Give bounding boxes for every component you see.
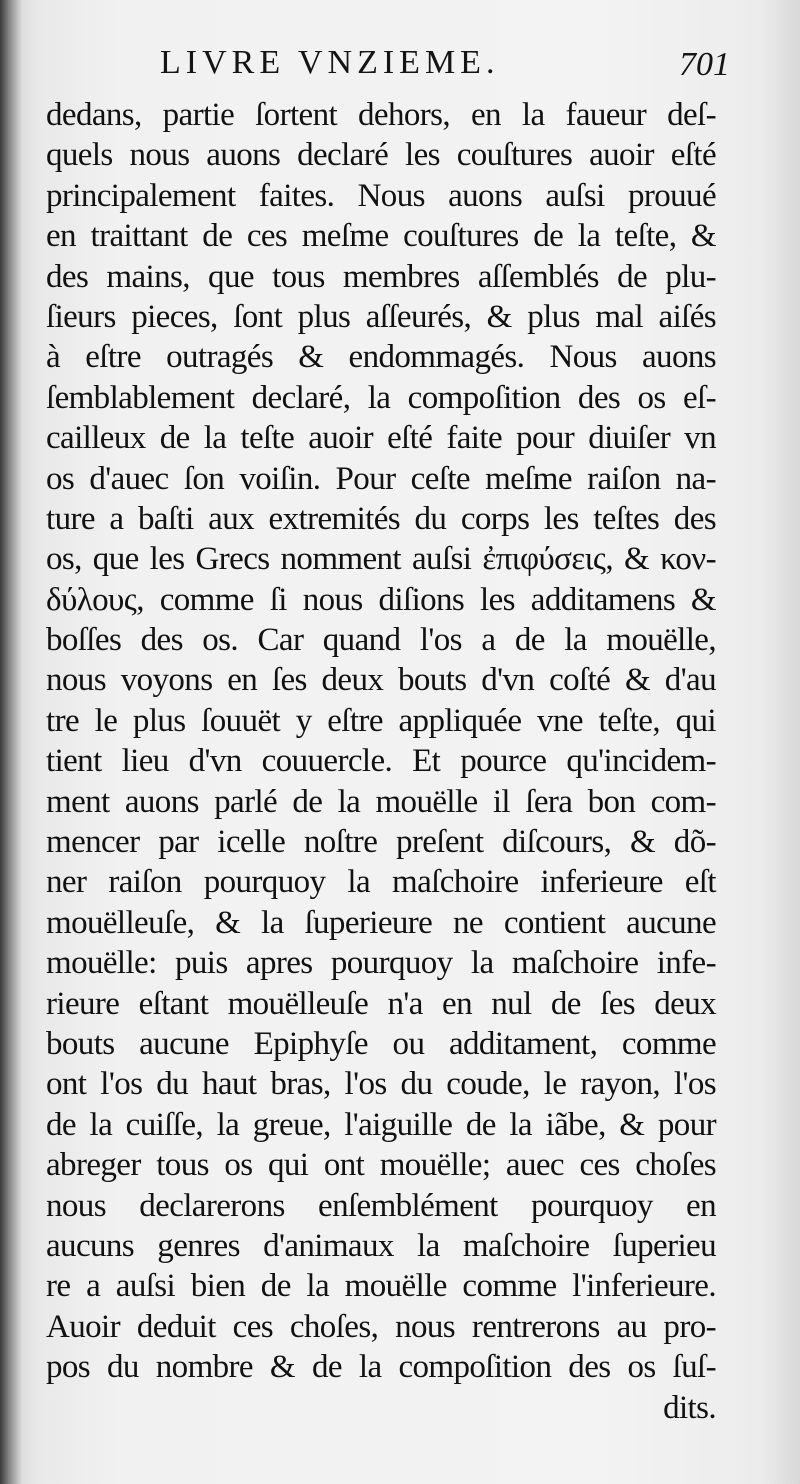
text-line: boſſes des os. Car quand l'os a de la mouëlle, [46, 622, 716, 659]
text-line: pos du nombre & de la compoſition des os ſuſ- [46, 1349, 716, 1386]
text-line: ſieurs pieces, ſont plus aſſeurés, & plus mal aiſés [46, 298, 716, 335]
text-line: aucuns genres d'animaux la maſchoire ſuperieu [46, 1227, 716, 1264]
page-gutter-shadow [0, 0, 22, 1484]
text-line: tre le plus ſouuët y eſtre appliquée vne teſte, qui [46, 702, 716, 739]
text-line: mouëlle: puis apres pourquoy la maſchoire infe- [46, 945, 716, 982]
text-line: des mains, que tous membres aſſemblés de plu- [46, 258, 716, 295]
text-line: δύλους, comme ſi nous diſions les additamens & [46, 581, 716, 618]
text-line: os, que les Grecs nomment auſsi ἐπιφύσεις, & κον- [46, 541, 716, 578]
text-line: rieure eſtant mouëlleuſe n'a en nul de ſes deux [46, 985, 716, 1022]
text-line: à eſtre outragés & endommagés. Nous auons [46, 339, 716, 376]
text-line: os d'auec ſon voiſin. Pour ceſte meſme raiſon na- [46, 460, 716, 497]
text-line: abreger tous os qui ont mouëlle; auec ces choſes [46, 1147, 716, 1184]
text-line: ture a baſti aux extremités du corps les teſtes des [46, 500, 716, 537]
page-number: 701 [679, 46, 730, 83]
text-line: cailleux de la teſte auoir eſté faite pour diuiſer vn [46, 420, 716, 457]
body-text [46, 95, 716, 1428]
text-line: ment auons parlé de la mouëlle il ſera bon com- [46, 783, 716, 820]
running-head: LIVRE VNZIEME. [160, 44, 500, 81]
text-line: nous voyons en ſes deux bouts d'vn coſté & d'au [46, 662, 716, 699]
text-line: de la cuiſſe, la greue, l'aiguille de la iãbe, & pour [46, 1106, 716, 1143]
text-line: dits. [663, 1389, 716, 1426]
text-line: en traittant de ces meſme couſtures de la teſte, & [46, 218, 716, 255]
text-line: Auoir deduit ces choſes, nous rentrerons au pro- [46, 1308, 716, 1345]
text-line: ont l'os du haut bras, l'os du coude, le rayon, l'os [46, 1066, 716, 1103]
text-line: quels nous auons declaré les couſtures auoir eſté [46, 137, 716, 174]
text-line: re a auſsi bien de la mouëlle comme l'inferieure. [46, 1268, 716, 1305]
text-line: bouts aucune Epiphyſe ou additament, comme [46, 1025, 716, 1062]
text-line: ſemblablement declaré, la compoſition des os eſ- [46, 379, 716, 416]
text-line: principalement faites. Nous auons auſsi prouué [46, 177, 716, 214]
page-header [60, 44, 730, 92]
text-line: ner raiſon pourquoy la maſchoire inferieure eſt [46, 864, 716, 901]
text-line: mouëlleuſe, & la ſuperieure ne contient aucune [46, 904, 716, 941]
text-line: nous declarerons enſemblément pourquoy en [46, 1187, 716, 1224]
text-line: dedans, partie ſortent dehors, en la faueur deſ- [46, 97, 716, 133]
text-line: tient lieu d'vn couuercle. Et pource qu'incidem- [46, 743, 716, 780]
text-line: mencer par icelle noſtre preſent diſcours, & dõ- [46, 824, 716, 861]
